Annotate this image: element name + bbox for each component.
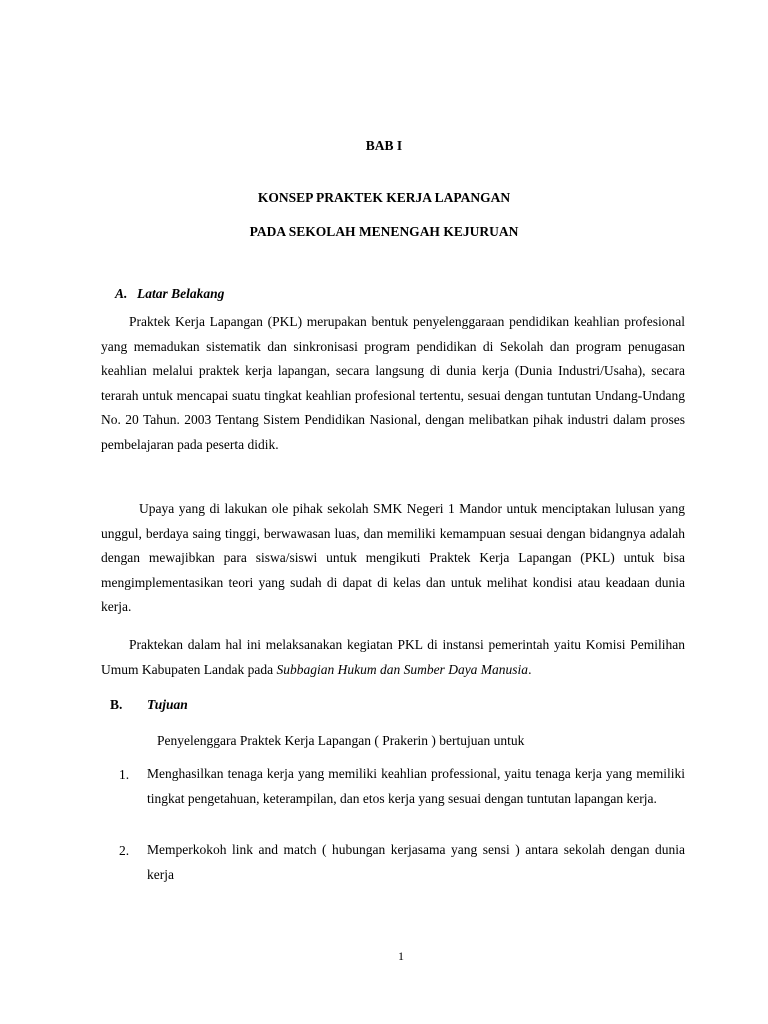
paragraph-latar-belakang-1: Praktek Kerja Lapangan (PKL) merupakan bentuk penyelenggaraan pendidikan keahlian profesional yang memadukan sistematik dan sinkronisasi program pendidikan di Sekolah dan program penugasan keahlian melalui praktek kerja lapangan, secara langsung di dunia kerja (Dunia Industri/Usaha), secara terarah untuk mencapai suatu tingkat keahlian profesional tertentu, sesuai dengan tuntutan Undang-Undang No. 20 Tahun. 2003 Tentang Sistem Pendidikan Nasional, dengan melibatkan pihak industri dalam proses pembelajaran pada peserta didik. <box>101 314 685 452</box>
section-a-title: Latar Belakang <box>137 286 225 301</box>
list-item-number: 2. <box>119 843 130 858</box>
para3-end: . <box>528 661 532 677</box>
title-line-1: KONSEP PRAKTEK KERJA LAPANGAN <box>257 190 511 205</box>
paragraph-latar-belakang-3 <box>101 633 685 682</box>
para3-text: Praktekan dalam hal ini melaksanakan kegiatan PKL di instansi pemerintah yaitu Komisi Pemilihan Umum Kabupaten Landak pada <box>101 637 685 677</box>
tujuan-intro: Penyelenggara Praktek Kerja Lapangan ( Prakerin ) bertujuan untuk <box>157 733 525 748</box>
para3-italic-text: Subbagian Hukum dan Sumber Daya Manusia <box>276 661 529 677</box>
list-item-text: Memperkokoh link and match ( hubungan kerjasama yang sensi ) antara sekolah dengan dunia kerja <box>147 842 685 882</box>
section-a-letter: A. <box>115 286 128 301</box>
list-item-text: Menghasilkan tenaga kerja yang memiliki keahlian professional, yaitu tenaga kerja yang memiliki tingkat pengetahuan, keterampilan, dan etos kerja yang sesuai dengan tuntutan lapangan kerja. <box>147 766 685 806</box>
title-line-2: PADA SEKOLAH MENENGAH KEJURUAN <box>249 224 519 239</box>
chapter-heading: BAB I <box>365 138 403 153</box>
paragraph-latar-belakang-2: Upaya yang di lakukan ole pihak sekolah SMK Negeri 1 Mandor untuk menciptakan lulusan yang unggul, berdaya saing tinggi, berwawasan luas, dan memiliki kemampuan sesuai dengan bidangnya adalah dengan mewajibkan para siswa/siswi untuk mengikuti Praktek Kerja Lapangan (PKL) untuk bisa mengimplementasikan teori yang sudah di dapat di kelas dan untuk melihat kondisi atau keadaan dunia kerja. <box>101 501 685 614</box>
page-number: 1 <box>398 949 404 963</box>
section-b-title: Tujuan <box>147 697 188 712</box>
list-item-number: 1. <box>119 767 130 782</box>
section-b-letter: B. <box>110 697 123 712</box>
